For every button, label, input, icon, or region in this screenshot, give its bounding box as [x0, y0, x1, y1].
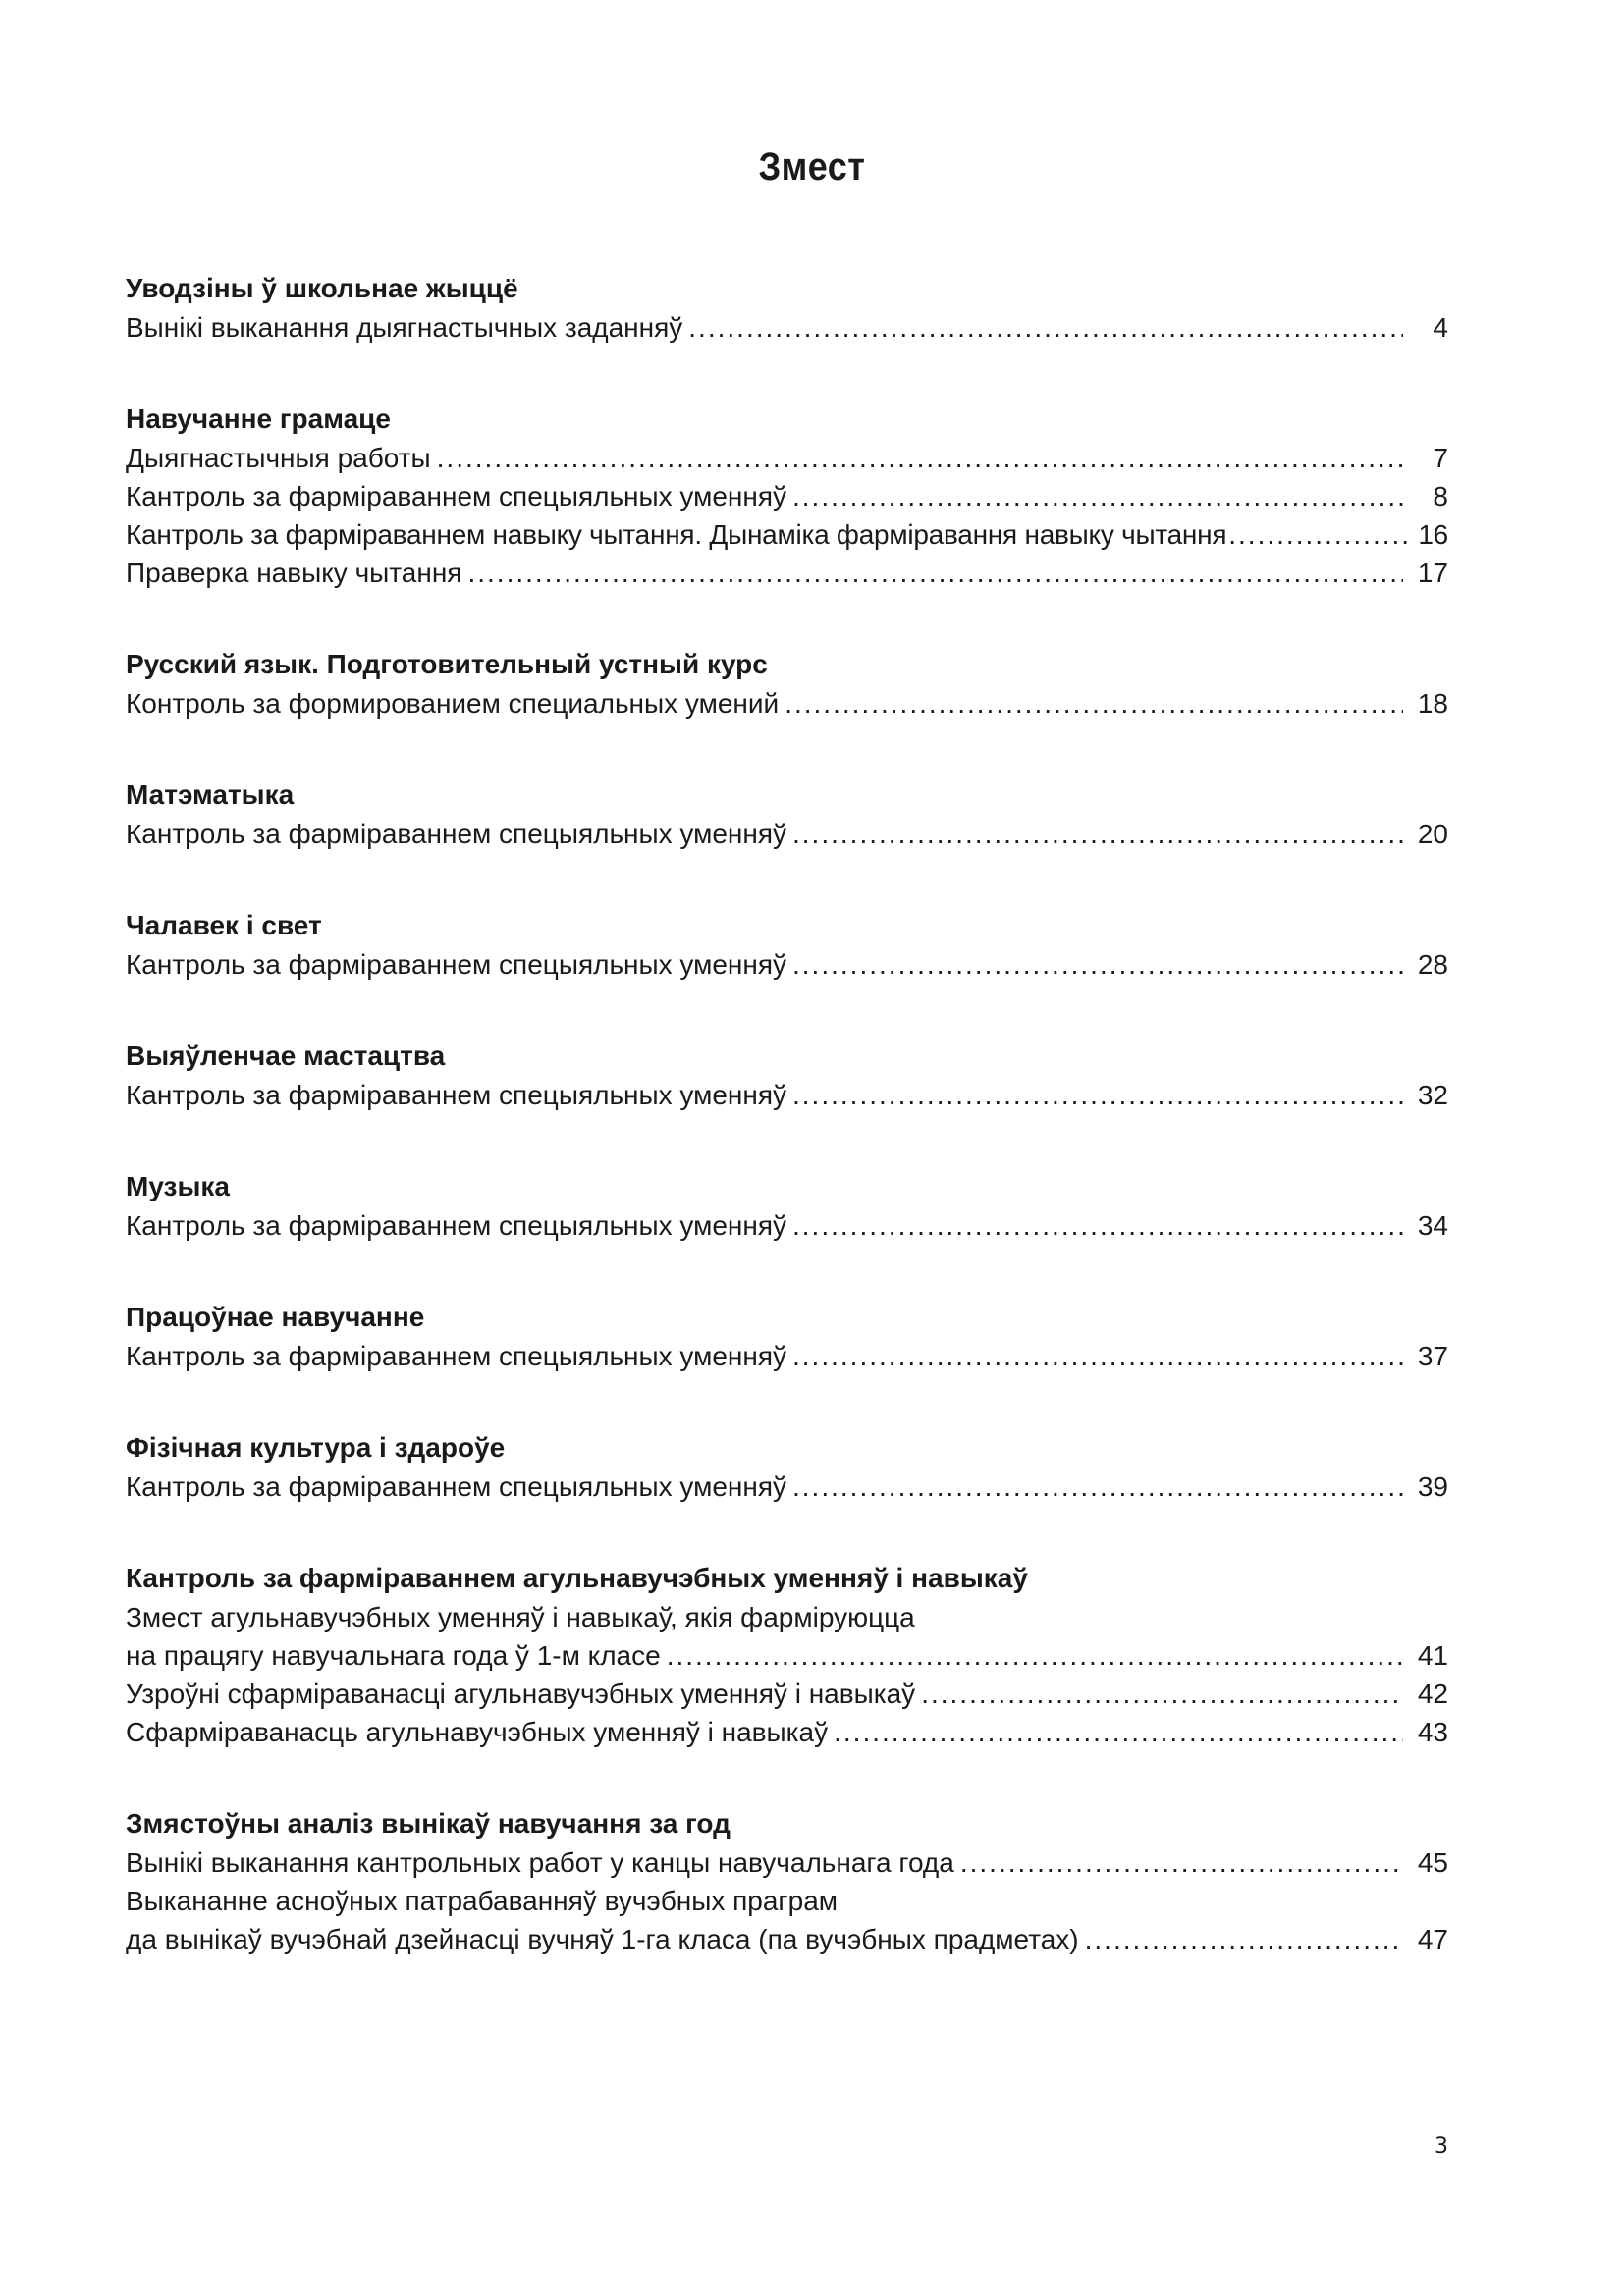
entry-page-number: 7	[1433, 443, 1448, 473]
entry-page-number: 18	[1417, 688, 1448, 719]
entry-text: Кантроль за фарміраваннем спецыяльных уменняў	[126, 819, 786, 849]
toc-entry[interactable]	[126, 1713, 1448, 1751]
entry-text: Контроль за формированием специальных умений	[126, 688, 780, 719]
section-heading: Фізічная культура і здароўе	[126, 1432, 506, 1463]
toc-entry[interactable]	[126, 515, 1448, 554]
toc-section	[126, 400, 1448, 592]
section-heading: Музыка	[126, 1171, 230, 1201]
toc-section	[126, 645, 1448, 722]
section-heading: Чалавек і свет	[126, 910, 322, 940]
toc-entry[interactable]	[126, 439, 1448, 477]
section-heading: Русский язык. Подготовительный устный курс	[126, 649, 768, 679]
entry-text: Сфарміраванасць агульнавучэбных уменняў і навыкаў	[126, 1717, 829, 1747]
section-heading: Матэматыка	[126, 779, 295, 810]
entry-page-number: 42	[1417, 1679, 1448, 1709]
dot-leader	[921, 1675, 1403, 1713]
dot-leader	[834, 1713, 1403, 1751]
page-number: 3	[1435, 2134, 1448, 2159]
toc-entry[interactable]	[126, 945, 1448, 984]
dot-leader	[960, 1843, 1403, 1882]
entry-text: Кантроль за фарміраваннем спецыяльных уменняў	[126, 1471, 786, 1502]
entry-page-number: 17	[1417, 558, 1448, 588]
entry-text: Вынікі выканання кантрольных работ у канцы навучальнага года	[126, 1847, 954, 1878]
entry-page-number: 16	[1418, 519, 1448, 550]
dot-leader	[1085, 1920, 1403, 1958]
entry-text: Кантроль за фарміраваннем спецыяльных уменняў	[126, 1341, 786, 1371]
dot-leader	[792, 1337, 1403, 1375]
entry-text: Дыягнастычныя работы	[126, 443, 431, 473]
toc-entry[interactable]	[126, 1076, 1448, 1114]
page-title: Змест	[758, 145, 866, 188]
toc-entry[interactable]	[126, 1920, 1448, 1958]
entry-page-number: 41	[1417, 1640, 1448, 1671]
section-heading: Працоўнае навучанне	[126, 1302, 425, 1332]
toc-section	[126, 906, 1448, 984]
entry-text: Кантроль за фарміраваннем спецыяльных уменняў	[126, 1080, 786, 1110]
toc-entry[interactable]	[126, 308, 1448, 347]
section-heading: Кантроль за фарміраваннем агульнавучэбных уменняў і навыкаў	[126, 1563, 1028, 1593]
toc-entry[interactable]	[126, 1843, 1448, 1882]
toc-section	[126, 1428, 1448, 1506]
toc-section	[126, 1559, 1448, 1751]
entry-page-number: 4	[1433, 312, 1448, 343]
toc-section	[126, 1298, 1448, 1375]
toc-entry[interactable]	[126, 1675, 1448, 1713]
toc-entry[interactable]	[126, 815, 1448, 853]
entry-page-number: 43	[1417, 1717, 1448, 1747]
entry-page-number: 39	[1417, 1471, 1448, 1502]
section-heading: Змястоўны аналіз вынікаў навучання за год	[126, 1808, 731, 1839]
section-heading: Навучанне грамаце	[126, 403, 391, 434]
dot-leader	[792, 1468, 1403, 1506]
entry-text: Вынікі выканання дыягнастычных заданняў	[126, 312, 683, 343]
toc-entry[interactable]	[126, 554, 1448, 592]
table-of-contents	[126, 269, 1448, 2011]
entry-page-number: 34	[1417, 1210, 1448, 1241]
dot-leader	[667, 1636, 1403, 1675]
entry-page-number: 32	[1417, 1080, 1448, 1110]
entry-page-number: 45	[1417, 1847, 1448, 1878]
toc-entry[interactable]	[126, 1468, 1448, 1506]
entry-page-number: 47	[1417, 1924, 1448, 1954]
entry-text: Кантроль за фарміраваннем спецыяльных уменняў	[126, 949, 786, 980]
dot-leader	[467, 554, 1403, 592]
toc-section	[126, 269, 1448, 347]
entry-text: Кантроль за фарміраваннем спецыяльных уменняў	[126, 481, 786, 511]
toc-entry[interactable]	[126, 684, 1448, 722]
entry-text: Кантроль за фарміраваннем навыку чытання. Дынаміка фарміравання навыку чытання	[126, 519, 1227, 550]
dot-leader	[792, 1206, 1403, 1245]
toc-section	[126, 1037, 1448, 1114]
toc-section	[126, 1804, 1448, 1958]
entry-text: на працягу навучальнага года ў 1-м класе	[126, 1640, 661, 1671]
entry-page-number: 8	[1433, 481, 1448, 511]
entry-text: Узроўні сфарміраванасці агульнавучэбных уменняў і навыкаў	[126, 1679, 916, 1709]
entry-page-number: 20	[1417, 819, 1448, 849]
toc-entry[interactable]	[126, 1206, 1448, 1245]
toc-section	[126, 1167, 1448, 1245]
entry-page-number: 28	[1417, 949, 1448, 980]
toc-entry[interactable]	[126, 477, 1448, 515]
section-heading: Выяўленчае мастацтва	[126, 1041, 446, 1071]
toc-entry[interactable]	[126, 1636, 1448, 1675]
entry-text: да вынікаў вучэбнай дзейнасці вучняў 1-га класа (па вучэбных прадметах)	[126, 1924, 1079, 1954]
toc-section	[126, 775, 1448, 853]
dot-leader	[688, 308, 1403, 347]
dot-leader	[792, 1076, 1403, 1114]
dot-leader	[785, 684, 1403, 722]
section-heading: Уводзіны ў школьнае жыццё	[126, 273, 518, 303]
dot-leader	[792, 945, 1403, 984]
dot-leader	[792, 477, 1403, 515]
entry-text-first-line: Выкананне асноўных патрабаванняў вучэбных праграм	[126, 1886, 839, 1916]
dot-leader	[1228, 515, 1407, 554]
entry-text: Кантроль за фарміраваннем спецыяльных уменняў	[126, 1210, 786, 1241]
entry-page-number: 37	[1417, 1341, 1448, 1371]
dot-leader	[792, 815, 1403, 853]
entry-text-first-line: Змест агульнавучэбных уменняў і навыкаў, якія фарміруюцца	[126, 1602, 915, 1632]
dot-leader	[437, 439, 1403, 477]
toc-entry[interactable]	[126, 1337, 1448, 1375]
entry-text: Праверка навыку чытання	[126, 558, 462, 588]
